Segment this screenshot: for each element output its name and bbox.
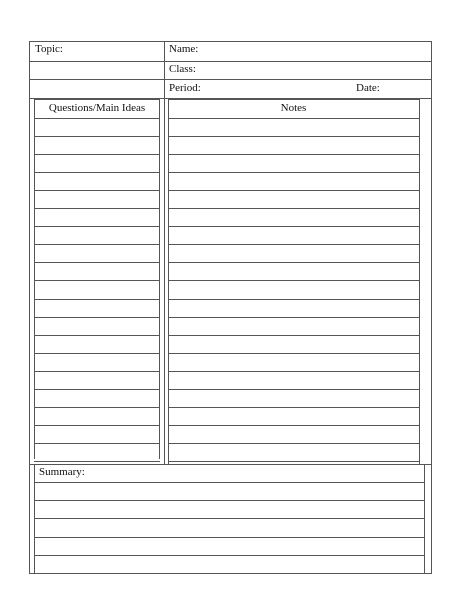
notes-box-right — [419, 99, 420, 464]
summary-box-right — [424, 464, 425, 574]
questions-ruled-line — [34, 190, 160, 191]
sheet-left-border — [29, 41, 30, 574]
header-divider — [164, 41, 165, 464]
notes-ruled-line — [168, 136, 419, 137]
questions-ruled-line — [34, 443, 160, 444]
questions-ruled-line — [34, 118, 160, 119]
date-label: Date: — [356, 82, 380, 94]
questions-ruled-line — [34, 389, 160, 390]
questions-ruled-line — [34, 154, 160, 155]
notes-box-top — [168, 99, 419, 100]
questions-ruled-line — [34, 299, 160, 300]
notes-ruled-line — [168, 425, 419, 426]
notes-ruled-line — [168, 226, 419, 227]
questions-ruled-line — [34, 226, 160, 227]
notes-ruled-line — [168, 389, 419, 390]
questions-ruled-line — [34, 461, 160, 462]
questions-ruled-line — [34, 280, 160, 281]
questions-box-top — [34, 99, 160, 100]
class-label: Class: — [169, 63, 196, 75]
notes-ruled-line — [168, 208, 419, 209]
period-label: Period: — [169, 82, 201, 94]
notes-column-heading: Notes — [280, 102, 307, 114]
summary-ruled-line — [34, 500, 425, 501]
class-field[interactable] — [205, 62, 429, 78]
summary-top-border — [29, 464, 432, 465]
notes-ruled-line — [168, 190, 419, 191]
period-field[interactable] — [210, 80, 350, 97]
notes-ruled-line — [168, 371, 419, 372]
summary-ruled-line — [34, 518, 425, 519]
date-field[interactable] — [388, 80, 430, 97]
questions-ruled-line — [34, 317, 160, 318]
questions-ruled-line — [34, 244, 160, 245]
summary-label: Summary: — [39, 466, 85, 478]
questions-ruled-line — [34, 172, 160, 173]
topic-label: Topic: — [35, 43, 63, 55]
sheet-bottom-border — [29, 573, 432, 574]
notes-ruled-line — [168, 317, 419, 318]
questions-ruled-line — [34, 208, 160, 209]
questions-ruled-line — [34, 335, 160, 336]
notes-ruled-line — [168, 461, 419, 462]
notes-ruled-line — [168, 443, 419, 444]
questions-ruled-line — [34, 425, 160, 426]
notes-ruled-line — [168, 299, 419, 300]
notes-ruled-line — [168, 118, 419, 119]
topic-field[interactable] — [72, 42, 162, 60]
sheet-right-border — [431, 41, 432, 574]
questions-ruled-line — [34, 371, 160, 372]
notes-ruled-line — [168, 335, 419, 336]
notes-ruled-line — [168, 154, 419, 155]
questions-box-left — [34, 99, 35, 459]
notes-ruled-line — [168, 280, 419, 281]
summary-ruled-line — [34, 537, 425, 538]
notes-ruled-line — [168, 353, 419, 354]
questions-column-heading: Questions/Main Ideas — [48, 102, 146, 114]
summary-box-left — [34, 464, 35, 574]
questions-ruled-line — [34, 136, 160, 137]
name-field[interactable] — [205, 42, 429, 60]
questions-ruled-line — [34, 407, 160, 408]
questions-ruled-line — [34, 262, 160, 263]
questions-box-right — [159, 99, 160, 459]
summary-ruled-line — [34, 555, 425, 556]
notes-ruled-line — [168, 172, 419, 173]
name-label: Name: — [169, 43, 199, 55]
notes-ruled-line — [168, 407, 419, 408]
questions-ruled-line — [34, 353, 160, 354]
notes-ruled-line — [168, 262, 419, 263]
notes-ruled-line — [168, 244, 419, 245]
summary-ruled-line — [34, 482, 425, 483]
